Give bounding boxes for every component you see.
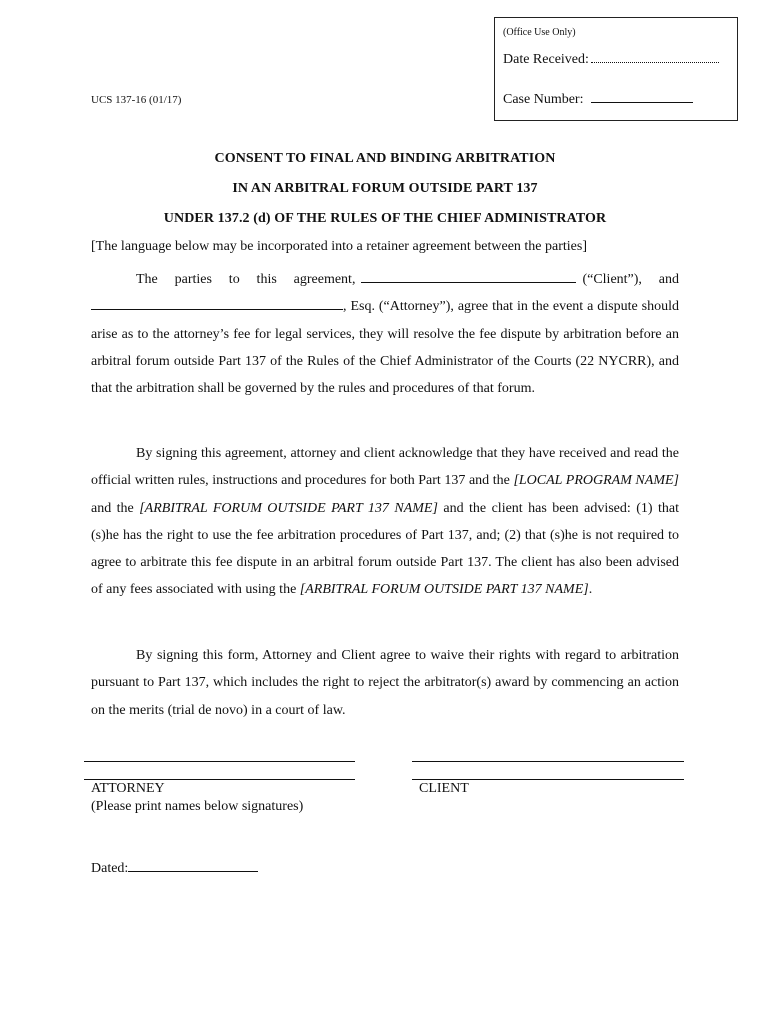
arbitral-forum-name-2: [ARBITRAL FORUM OUTSIDE PART 137 NAME] xyxy=(299,582,589,598)
dated-label: Dated: xyxy=(91,861,129,876)
office-use-box xyxy=(494,17,738,121)
client-name-blank[interactable] xyxy=(361,270,576,283)
office-use-label: (Office Use Only) xyxy=(503,27,576,38)
ack-text-c: and the client has been advised: (1) that (s)he has the right to use the fee arbitration procedures of Part 137, and; (2) that (s)he is not required to agree to arbitrate this fee dispute in an arbitral forum outside Part 137. The client has also been advised of any fees associated with using the xyxy=(91,500,679,598)
case-number-field[interactable] xyxy=(503,90,693,108)
case-number-label: Case Number: xyxy=(503,92,584,107)
ack-text-a: By signing this agreement, attorney and client acknowledge that they have received and read the official written rules, instructions and procedures for both Part 137 and the xyxy=(91,446,679,489)
paragraph-parties xyxy=(91,266,679,402)
local-program-name: [LOCAL PROGRAM NAME] xyxy=(513,473,679,489)
parties-text-c: , Esq. (“Attorney”), agree that in the event a dispute should arise as to the attorney’s fee for legal services, they will resolve the fee dispute by arbitration before an arbitral forum outside Part 137 of the Rules of the Chief Administrator of the Courts (22 NYCRR), and that the arbitration shall be governed by the rules and procedures of that forum. xyxy=(91,299,679,397)
attorney-name-blank[interactable] xyxy=(91,297,343,310)
title-line-3: UNDER 137.2 (d) OF THE RULES OF THE CHIEF ADMINISTRATOR xyxy=(163,211,607,226)
date-received-line[interactable] xyxy=(591,52,719,63)
retainer-note: [The language below may be incorporated into a retainer agreement between the parties] xyxy=(91,239,587,254)
waiver-text: By signing this form, Attorney and Client agree to waive their rights with regard to arbitration pursuant to Part 137, which includes the right to reject the arbitrator(s) award by commencing an action on the merits (trial de novo) in a court of law. xyxy=(91,648,679,718)
dated-field[interactable] xyxy=(91,859,258,877)
parties-text-b: (“Client”), and xyxy=(582,272,680,287)
form-code: UCS 137-16 (01/17) xyxy=(91,94,182,106)
ack-text-b: and the xyxy=(91,500,134,516)
case-number-line[interactable] xyxy=(591,90,693,103)
date-received-field[interactable] xyxy=(503,52,719,68)
attorney-signature-line[interactable] xyxy=(84,761,355,762)
ack-text-d: . xyxy=(588,582,593,598)
parties-text-a: The parties to this agreement, xyxy=(136,272,356,287)
attorney-printed-name-line[interactable] xyxy=(84,779,355,780)
date-received-label: Date Received: xyxy=(503,52,589,67)
client-signature-line[interactable] xyxy=(412,761,684,762)
print-names-note: (Please print names below signatures) xyxy=(91,799,304,814)
client-printed-name-line[interactable] xyxy=(412,779,684,780)
client-label: CLIENT xyxy=(419,781,469,796)
paragraph-acknowledgement xyxy=(91,440,679,604)
title-line-2: IN AN ARBITRAL FORUM OUTSIDE PART 137 xyxy=(232,181,538,196)
attorney-label: ATTORNEY xyxy=(91,781,165,796)
arbitral-forum-name: [ARBITRAL FORUM OUTSIDE PART 137 NAME] xyxy=(139,500,438,516)
dated-line[interactable] xyxy=(128,859,258,872)
paragraph-waiver xyxy=(91,642,679,724)
title-line-1: CONSENT TO FINAL AND BINDING ARBITRATION xyxy=(214,151,556,166)
